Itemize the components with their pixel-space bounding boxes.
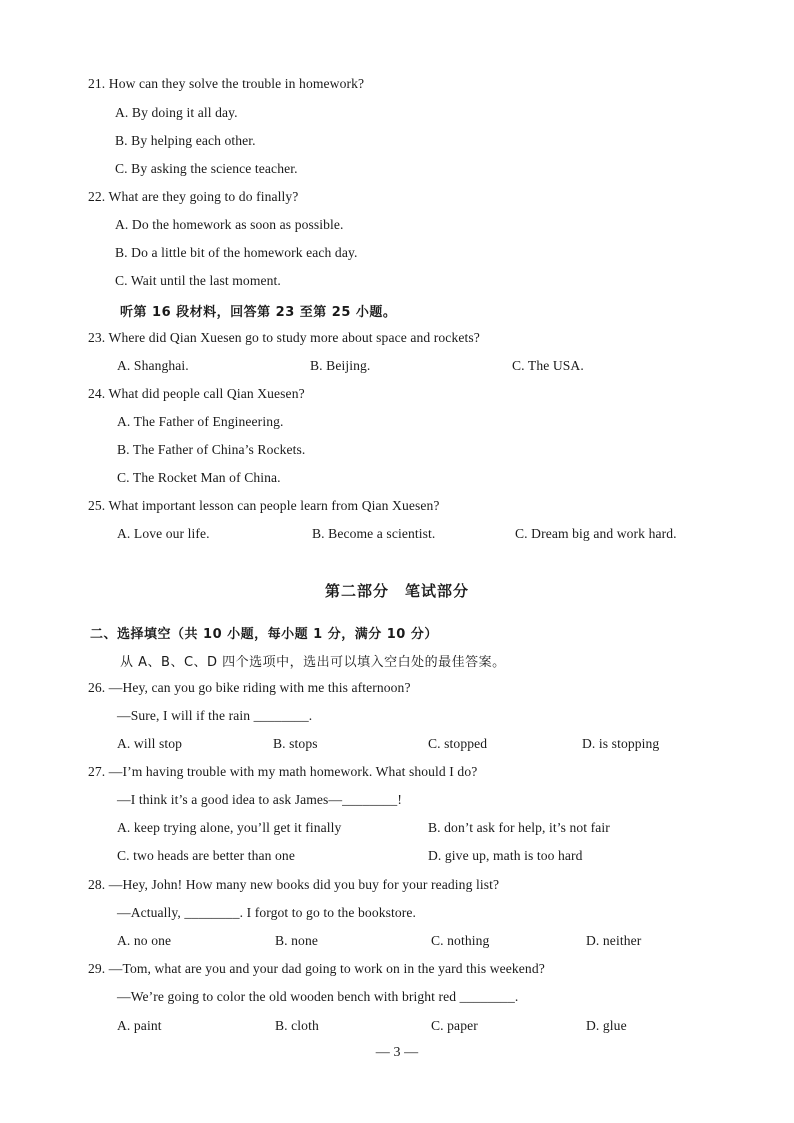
question-28-line-1: 28. —Hey, John! How many new books did you buy for your reading list? xyxy=(88,877,500,892)
question-28-option-b: B. none xyxy=(275,933,318,948)
question-27-option-c: C. two heads are better than one xyxy=(117,848,295,863)
question-27-option-a: A. keep trying alone, you’ll get it finally xyxy=(117,820,342,835)
question-21-option-c: C. By asking the science teacher. xyxy=(115,161,298,176)
question-24-option-b: B. The Father of China’s Rockets. xyxy=(117,442,306,457)
question-25-option-a: A. Love our life. xyxy=(117,526,210,541)
question-26-option-c: C. stopped xyxy=(428,736,488,751)
question-25-option-c: C. Dream big and work hard. xyxy=(515,526,677,541)
section-two-heading: 二、选择填空（共 10 小题，每小题 1 分，满分 10 分） xyxy=(90,627,438,642)
question-22-option-b: B. Do a little bit of the homework each day. xyxy=(115,245,358,260)
question-28-option-a: A. no one xyxy=(117,933,172,948)
question-29-option-b: B. cloth xyxy=(275,1018,319,1033)
page-number: — 3 — xyxy=(375,1045,419,1060)
question-28-option-c: C. nothing xyxy=(431,933,490,948)
question-24-option-c: C. The Rocket Man of China. xyxy=(117,470,281,485)
question-29-option-d: D. glue xyxy=(586,1018,627,1033)
question-29-option-a: A. paint xyxy=(117,1018,162,1033)
question-22-stem: 22. What are they going to do finally? xyxy=(88,189,299,204)
question-26-option-a: A. will stop xyxy=(117,736,183,751)
question-23-option-b: B. Beijing. xyxy=(310,358,371,373)
question-21-option-b: B. By helping each other. xyxy=(115,133,256,148)
question-25-stem: 25. What important lesson can people learn from Qian Xuesen? xyxy=(88,498,440,513)
question-22-option-c: C. Wait until the last moment. xyxy=(115,273,281,288)
question-28-line-2: —Actually, ________. I forgot to go to the bookstore. xyxy=(117,905,417,920)
question-27-line-1: 27. —I’m having trouble with my math homework. What should I do? xyxy=(88,764,478,779)
listening-instruction: 听第 16 段材料，回答第 23 至第 25 小题。 xyxy=(120,305,397,320)
question-23-option-c: C. The USA. xyxy=(512,358,584,373)
question-23-option-a: A. Shanghai. xyxy=(117,358,189,373)
question-26-line-1: 26. —Hey, can you go bike riding with me this afternoon? xyxy=(88,680,411,695)
question-27-option-b: B. don’t ask for help, it’s not fair xyxy=(428,820,610,835)
question-25-option-b: B. Become a scientist. xyxy=(312,526,436,541)
question-22-option-a: A. Do the homework as soon as possible. xyxy=(115,217,344,232)
question-29-line-1: 29. —Tom, what are you and your dad going to work on in the yard this weekend? xyxy=(88,961,545,976)
question-24-stem: 24. What did people call Qian Xuesen? xyxy=(88,386,305,401)
question-21-stem: 21. How can they solve the trouble in homework? xyxy=(88,76,365,91)
question-26-line-2: —Sure, I will if the rain ________. xyxy=(117,708,313,723)
question-27-line-2: —I think it’s a good idea to ask James—________! xyxy=(117,792,402,807)
part-two-title: 第二部分 笔试部分 xyxy=(324,582,469,600)
question-26-option-d: D. is stopping xyxy=(582,736,660,751)
question-29-line-2: —We’re going to color the old wooden bench with bright red ________. xyxy=(117,989,519,1004)
question-29-option-c: C. paper xyxy=(431,1018,478,1033)
question-28-option-d: D. neither xyxy=(586,933,642,948)
question-21-option-a: A. By doing it all day. xyxy=(115,105,238,120)
section-two-instruction: 从 A、B、C、D 四个选项中，选出可以填入空白处的最佳答案。 xyxy=(120,655,506,670)
question-27-option-d: D. give up, math is too hard xyxy=(428,848,583,863)
question-23-stem: 23. Where did Qian Xuesen go to study more about space and rockets? xyxy=(88,330,480,345)
question-24-option-a: A. The Father of Engineering. xyxy=(117,414,284,429)
question-26-option-b: B. stops xyxy=(273,736,318,751)
